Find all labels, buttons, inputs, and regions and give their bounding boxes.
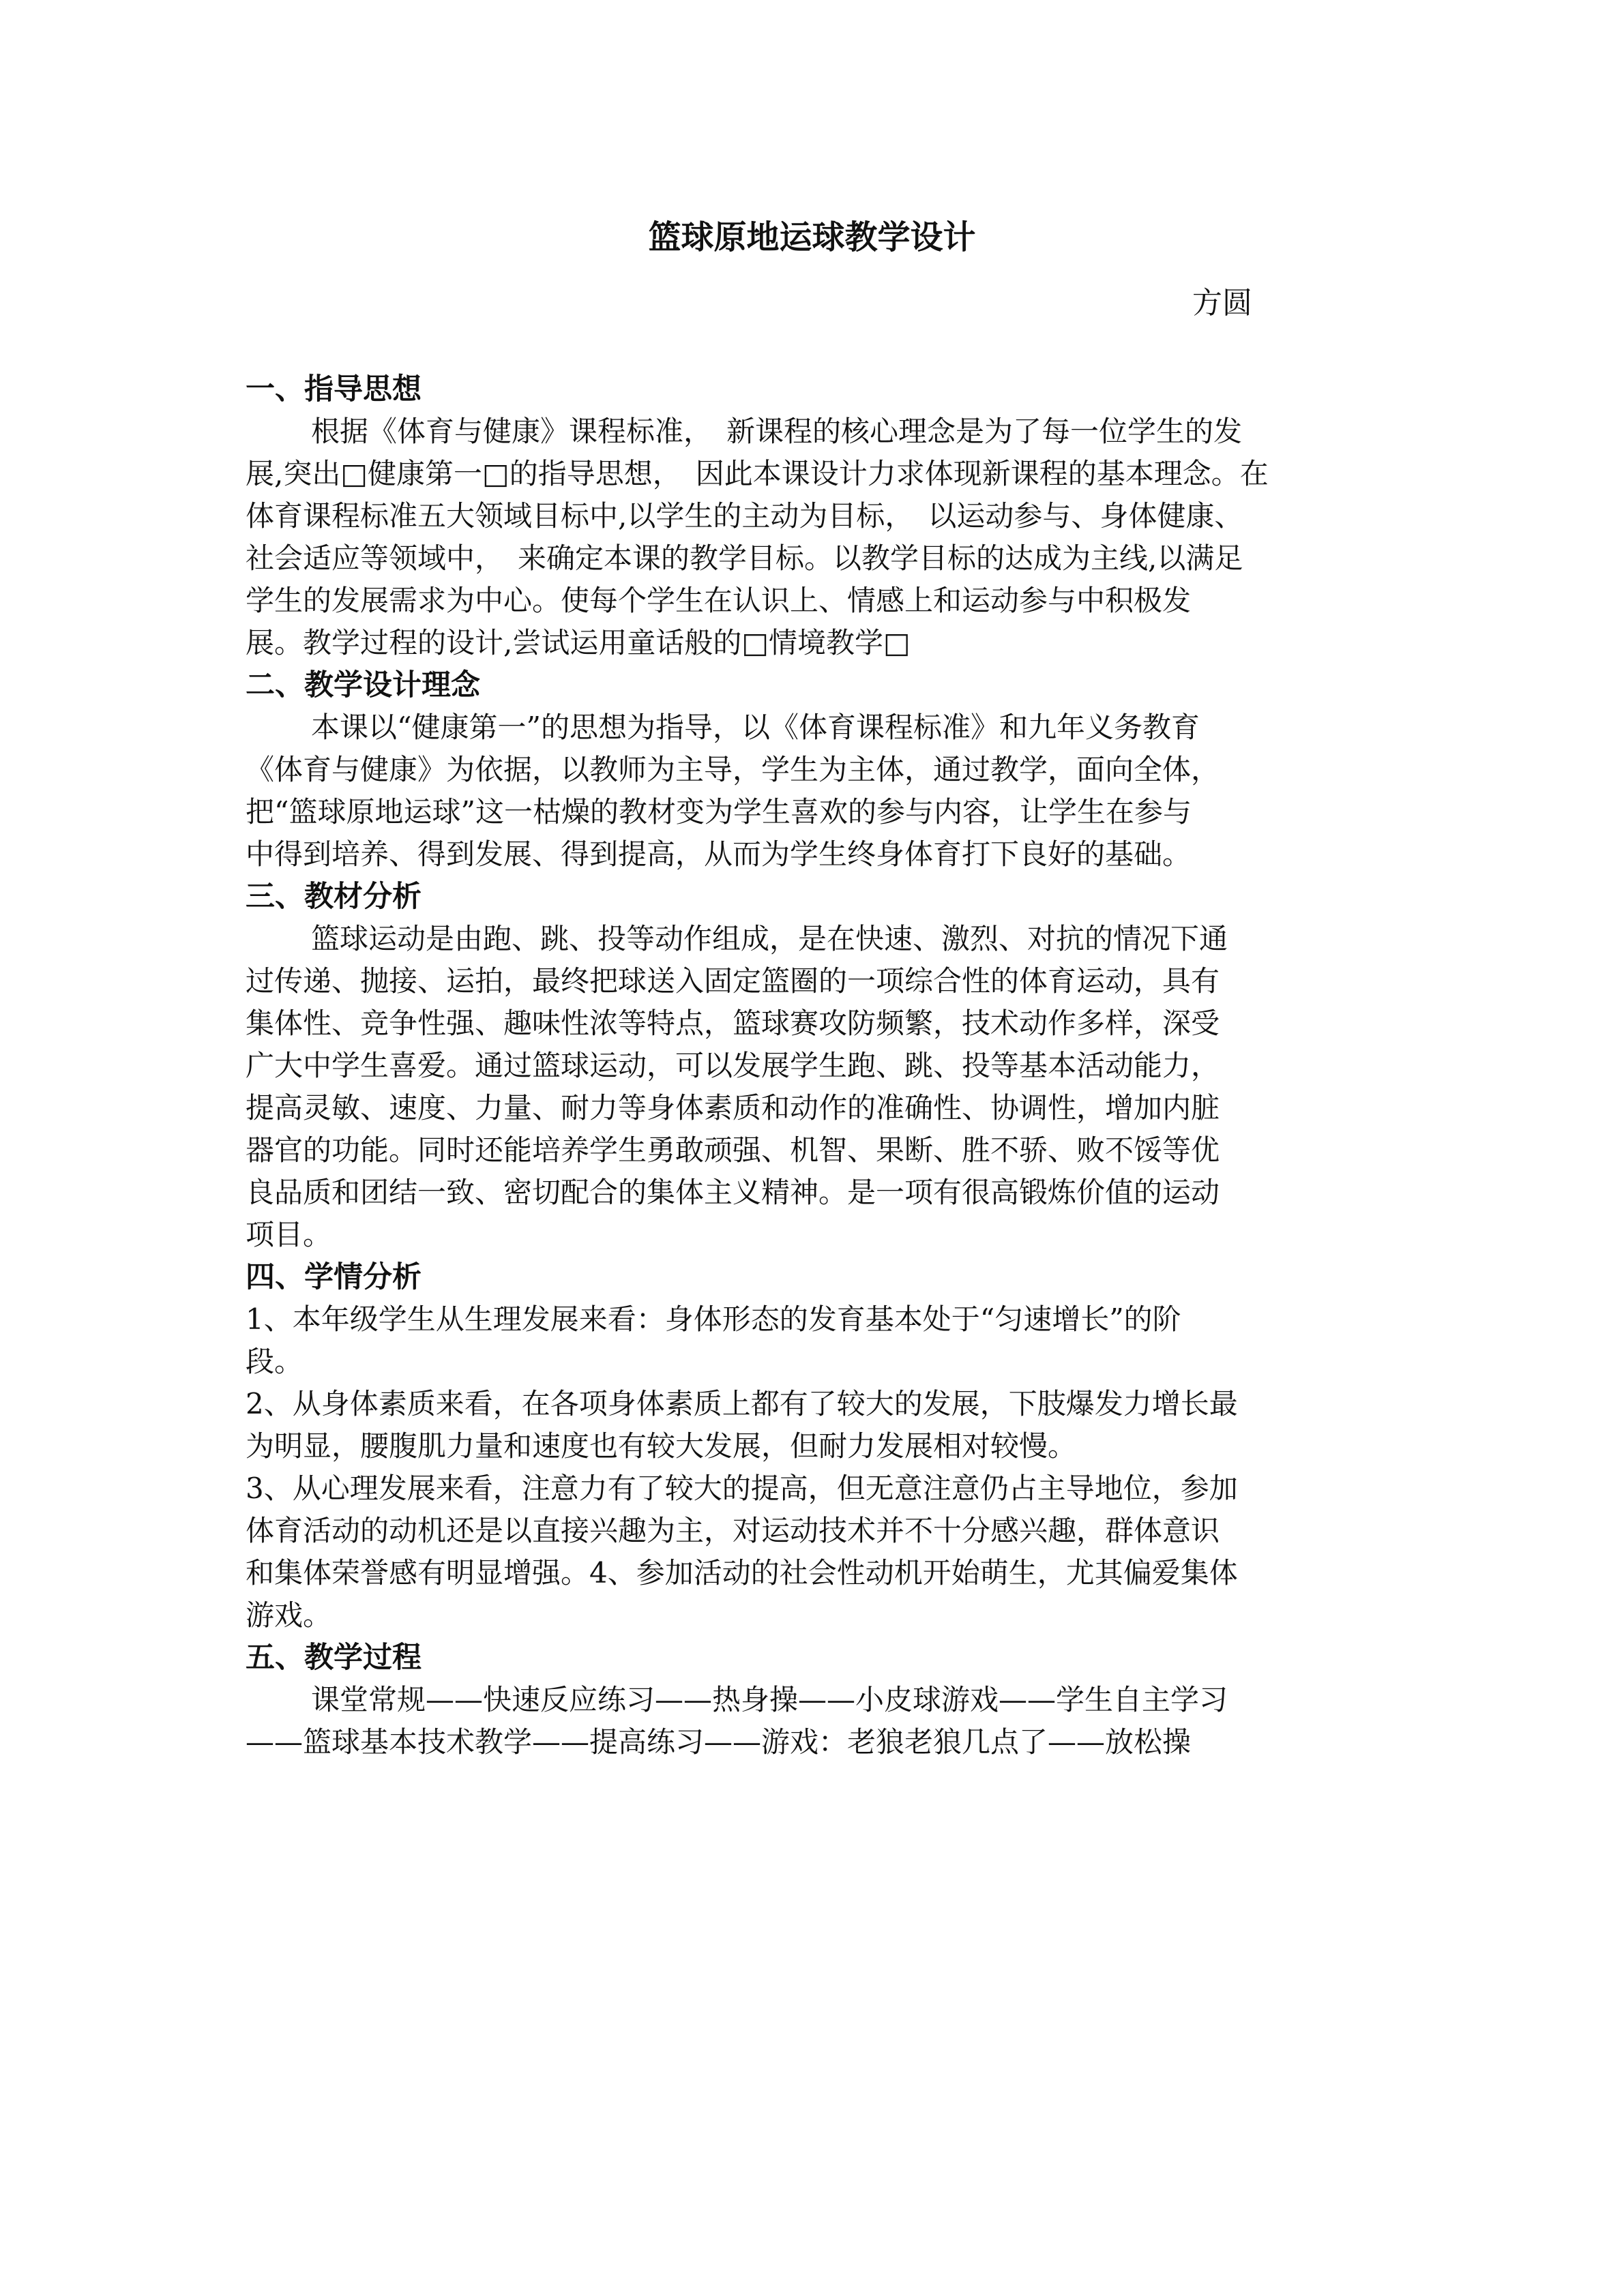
paragraph-line: 把“篮球原地运球”这一枯燥的教材变为学生喜欢的参与内容，让学生在参与 — [246, 795, 1192, 829]
paragraph-line: 1、本年级学生从生理发展来看：身体形态的发育基本处于“匀速增长”的阶 — [246, 1302, 1181, 1336]
paragraph — [246, 411, 1381, 664]
paragraph-line: 展。教学过程的设计,尝试运用童话般的□情境教学□ — [246, 626, 911, 659]
paragraph-line: 项目。 — [246, 1218, 332, 1251]
document-body — [246, 368, 1381, 1763]
section-heading: 五、教学过程 — [246, 1641, 422, 1675]
document-author: 方圆 — [1192, 286, 1252, 320]
paragraph-line: 社会适应等领域中， 来确定本课的教学目标。以教学目标的达成为主线,以满足 — [246, 541, 1243, 575]
paragraph-line: 体育活动的动机还是以直接兴趣为主，对运动技术并不十分感兴趣，群体意识 — [246, 1514, 1220, 1547]
paragraph-line: 段。 — [246, 1345, 304, 1378]
paragraph — [246, 706, 1381, 876]
section-heading: 一、指导思想 — [246, 372, 422, 406]
paragraph-line: 2、从身体素质来看，在各项身体素质上都有了较大的发展，下肢爆发力增长最 — [246, 1387, 1238, 1420]
paragraph-line: 器官的功能。同时还能培养学生勇敢顽强、机智、果断、胜不骄、败不馁等优 — [246, 1133, 1220, 1167]
paragraph-line: 和集体荣誉感有明显增强。4、参加活动的社会性动机开始萌生，尤其偏爱集体 — [246, 1556, 1238, 1590]
paragraph-line: 游戏。 — [246, 1598, 332, 1632]
paragraph-line: 体育课程标准五大领域目标中,以学生的主动为目标， 以运动参与、身体健康、 — [246, 499, 1243, 533]
section-heading: 二、教学设计理念 — [246, 668, 480, 702]
section-heading: 三、教材分析 — [246, 880, 422, 914]
paragraph — [246, 1467, 1381, 1637]
section-guiding-ideology — [246, 368, 1381, 664]
section-design-concept — [246, 664, 1381, 876]
section-material-analysis — [246, 876, 1381, 1256]
paragraph-line: 篮球运动是由跑、跳、投等动作组成，是在快速、激烈、对抗的情况下通 — [311, 922, 1228, 955]
paragraph-line: 过传递、抛接、运拍，最终把球送入固定篮圈的一项综合性的体育运动，具有 — [246, 964, 1220, 998]
paragraph-line: 3、从心理发展来看，注意力有了较大的提高，但无意注意仍占主导地位，参加 — [246, 1472, 1238, 1505]
paragraph — [246, 1679, 1381, 1763]
paragraph-line: 良品质和团结一致、密切配合的集体主义精神。是一项有很高锻炼价值的运动 — [246, 1176, 1220, 1209]
document-title: 篮球原地运球教学设计 — [648, 218, 976, 256]
section-teaching-process — [246, 1637, 1381, 1763]
paragraph-line: 本课以“健康第一”的思想为指导，以《体育课程标准》和九年义务教育 — [311, 711, 1200, 744]
paragraph-line: ——篮球基本技术教学——提高练习——游戏：老狼老狼几点了——放松操 — [246, 1725, 1192, 1759]
paragraph-line: 集体性、竞争性强、趣味性浓等特点，篮球赛攻防频繁，技术动作多样，深受 — [246, 1007, 1220, 1040]
section-student-analysis — [246, 1256, 1381, 1637]
paragraph-line: 中得到培养、得到发展、得到提高，从而为学生终身体育打下良好的基础。 — [246, 837, 1192, 871]
paragraph-line: 广大中学生喜爱。通过篮球运动，可以发展学生跑、跳、投等基本活动能力， — [246, 1049, 1220, 1082]
paragraph-line: 提高灵敏、速度、力量、耐力等身体素质和动作的准确性、协调性，增加内脏 — [246, 1091, 1220, 1124]
paragraph-line: 课堂常规——快速反应练习——热身操——小皮球游戏——学生自主学习 — [311, 1683, 1228, 1716]
paragraph-line: 展,突出□健康第一□的指导思想， 因此本课设计力求体现新课程的基本理念。在 — [246, 457, 1269, 490]
paragraph-line: 根据《体育与健康》课程标准， 新课程的核心理念是为了每一位学生的发 — [311, 415, 1243, 448]
paragraph — [246, 1383, 1381, 1467]
paragraph — [246, 1298, 1381, 1383]
paragraph-line: 《体育与健康》为依据，以教师为主导，学生为主体，通过教学，面向全体， — [246, 753, 1220, 786]
section-heading: 四、学情分析 — [246, 1260, 422, 1294]
paragraph — [246, 918, 1381, 1256]
paragraph-line: 学生的发展需求为中心。使每个学生在认识上、情感上和运动参与中积极发 — [246, 584, 1192, 617]
paragraph-line: 为明显，腰腹肌力量和速度也有较大发展，但耐力发展相对较慢。 — [246, 1429, 1077, 1463]
